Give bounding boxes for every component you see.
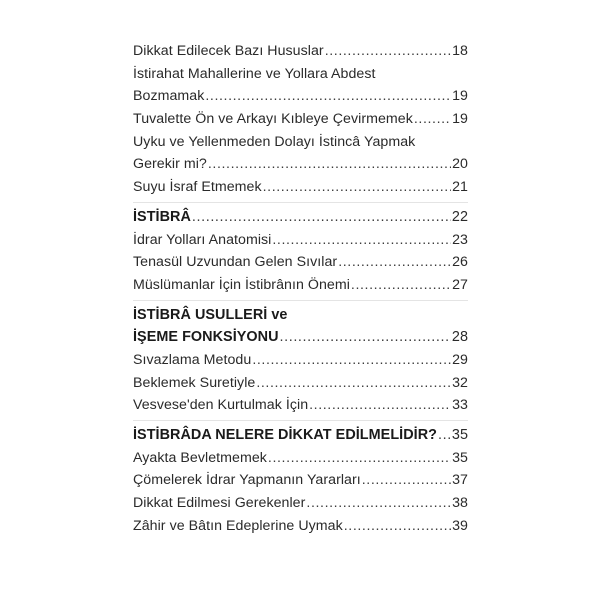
toc-entry-title-line[interactable]: [133, 63, 468, 86]
toc-chapter-title: İSTİBRÂDA NELERE DİKKAT EDİLMELİDİR?: [133, 427, 437, 443]
toc-page-number: 20: [452, 156, 468, 173]
toc-entry[interactable]: [133, 40, 468, 63]
toc-section: [133, 300, 468, 417]
toc-page-number: 22: [451, 208, 468, 225]
dot-leader: [306, 492, 451, 515]
dot-leader: [192, 206, 451, 229]
dot-leader: [309, 394, 451, 417]
toc-entry[interactable]: [133, 515, 468, 538]
toc-page-number: 29: [452, 351, 468, 368]
toc-entry[interactable]: [133, 153, 468, 176]
toc-page-number: 19: [452, 111, 468, 128]
dot-leader: [351, 274, 451, 297]
toc-page-number: 39: [452, 517, 468, 534]
toc-page-number: 28: [451, 329, 468, 346]
toc-entry[interactable]: [133, 274, 468, 297]
toc-chapter-title-line[interactable]: [133, 304, 468, 327]
toc-entry-title: Dikkat Edilecek Bazı Hususlar: [133, 43, 324, 59]
toc-entry[interactable]: [133, 108, 468, 131]
toc-page-number: 27: [452, 276, 468, 293]
dot-leader: [208, 153, 451, 176]
toc-page-number: 33: [452, 397, 468, 414]
toc-entry[interactable]: [133, 492, 468, 515]
toc-entry[interactable]: [133, 176, 468, 199]
toc-page-number: 18: [452, 43, 468, 59]
toc-entry-title: İdrar Yolları Anatomisi: [133, 231, 272, 248]
toc-entry-title: Uyku ve Yellenmeden Dolayı İstincâ Yapmak: [133, 133, 416, 150]
toc-page-number: 21: [452, 179, 468, 196]
toc-page-number: 35: [451, 427, 468, 443]
toc-entry-title: Tenasül Uzvundan Gelen Sıvılar: [133, 254, 338, 271]
toc-entry-title: İstirahat Mahallerine ve Yollara Abdest: [133, 65, 376, 82]
dot-leader: [338, 251, 451, 274]
toc-page-number: 23: [452, 231, 468, 248]
dot-leader: [272, 229, 451, 252]
toc-entry-title: Sıvazlama Metodu: [133, 351, 252, 368]
toc-entry-title: Suyu İsraf Etmemek: [133, 179, 262, 196]
toc-page-number: 19: [452, 88, 468, 105]
toc-entry-title: Dikkat Edilmesi Gerekenler: [133, 495, 306, 512]
toc-chapter-title: İSTİBRÂ: [133, 208, 191, 225]
toc-chapter-heading[interactable]: [133, 424, 468, 447]
dot-leader: [325, 40, 451, 63]
toc-page-number: 37: [452, 472, 468, 489]
toc-section: [133, 420, 468, 537]
toc-page-number: 38: [452, 495, 468, 512]
toc-entry[interactable]: [133, 349, 468, 372]
toc-entry-title: Zâhir ve Bâtın Edeplerine Uymak: [133, 517, 343, 534]
toc-entry-title: Çömelerek İdrar Yapmanın Yararları: [133, 472, 361, 489]
toc-page-number: 26: [452, 254, 468, 271]
dot-leader: [205, 85, 451, 108]
toc-entry[interactable]: [133, 469, 468, 492]
dot-leader: [344, 515, 451, 538]
toc-entry[interactable]: [133, 394, 468, 417]
toc-page-number: 32: [452, 374, 468, 391]
toc-entry[interactable]: [133, 372, 468, 395]
dot-leader: [438, 424, 451, 447]
toc-chapter-title: İSTİBRÂ USULLERİ ve: [133, 306, 288, 323]
toc-entry[interactable]: [133, 251, 468, 274]
toc-entry[interactable]: [133, 447, 468, 470]
toc-page-number: 35: [452, 449, 468, 466]
toc-chapter-title: İŞEME FONKSİYONU: [133, 329, 279, 346]
toc-entry-title: Tuvalette Ön ve Arkayı Kıbleye Çevirmemek: [133, 111, 413, 128]
toc-entry-title: Beklemek Suretiyle: [133, 374, 256, 391]
toc-entry-title: Vesvese'den Kurtulmak İçin: [133, 397, 309, 414]
toc-entry[interactable]: [133, 229, 468, 252]
dot-leader: [263, 176, 451, 199]
dot-leader: [268, 447, 451, 470]
toc-entry-title: Müslümanlar İçin İstibrânın Önemi: [133, 276, 350, 293]
dot-leader: [256, 372, 451, 395]
table-of-contents: [133, 40, 468, 537]
dot-leader: [414, 108, 451, 131]
dot-leader: [280, 326, 451, 349]
toc-entry-title: Bozmamak: [133, 88, 205, 105]
toc-entry-title-line[interactable]: [133, 131, 468, 154]
toc-section: [133, 40, 468, 199]
toc-entry-title: Gerekir mi?: [133, 156, 207, 173]
toc-entry[interactable]: [133, 85, 468, 108]
dot-leader: [362, 469, 451, 492]
dot-leader: [252, 349, 451, 372]
toc-chapter-heading[interactable]: [133, 206, 468, 229]
toc-entry-title: Ayakta Bevletmemek: [133, 449, 267, 466]
toc-chapter-heading[interactable]: [133, 326, 468, 349]
toc-section: [133, 202, 468, 297]
